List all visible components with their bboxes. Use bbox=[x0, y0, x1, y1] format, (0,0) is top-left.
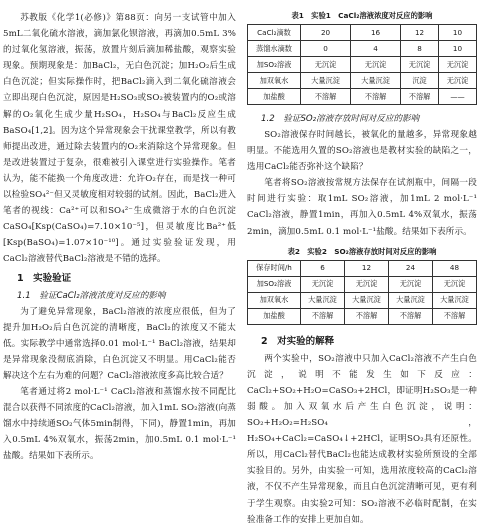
intro-paragraph: 苏教版《化学1(必修)》第88页：向另一支试管中加入5mL二氧化硫水溶液，滴加氯化钡溶液，再滴加0.5mL 3%的过氧化氢溶液，振荡，放置片刻后滴加稀盐酸，观察实验现象。预期现象是：加BaCl₂，无白色沉淀；加H₂O₂后生成白色沉淀；但实际操作时，把BaCl₂滴入到二氧化硫溶液会立即出现白色沉淀，原因是H₂SO₃或SO₂被装置内的O₂或溶解的O₂氧化生成少量H₂SO₄，H₂SO₄与BaCl₂反应生成BaSO₄[1,2]。因为这个异常现象会干扰课堂教学，所以有教师提出改进，通过除去装置内的O₂来消除这个异常现象。但是改进装置过于复杂，很难被引入课堂进行实验操作。笔者认为，能不能换一个角度改进：允许O₂存在，而是找一种可以检验SO₄²⁻但又灵敏度相对较弱的试剂。因此，BaCl₂进入笔者的视线：Ca²⁺可以和SO₄²⁻生成微溶于水的白色沉淀CaSO₄[Ksp(CaSO₄)=7.10×10⁻⁵]，但灵敏度比Ba²⁺低[Ksp(BaSO₄)=1.07×10⁻¹⁰]。通过实验验证发现，用CaCl₂溶液替代BaCl₂溶液是不错的选择。 bbox=[3, 13, 236, 265]
table-1-row-header: CaCl₂滴数 bbox=[248, 25, 301, 41]
table-1-cell: 无沉淀 bbox=[301, 57, 351, 73]
table-1-row-header: 蒸馏水滴数 bbox=[248, 41, 301, 57]
table-1-row-header: 加盐酸 bbox=[248, 89, 301, 105]
table-1-cell: 沉淀 bbox=[401, 73, 439, 89]
table-1-row bbox=[248, 89, 477, 105]
table-2-row bbox=[248, 260, 477, 276]
section-2-paragraph: 两个实验中，SO₂溶液中只加入CaCl₂溶液不产生白色沉淀，说明不能发生如下反应：CaCl₂+SO₂+H₂O=CaSO₃+2HCl，即证明H₂SO₃是一种弱酸。加入双氧水后产生白色沉淀，说明：SO₂+H₂O₂=H₂SO₄，H₂SO₄+CaCl₂=CaSO₄↓+2HCl，证明SO₂具有还原性。所以，用CaCl₂替代BaCl₂也能达成教材实验所预设的全部实验目的。另外，由实验一可知，选用浓度较高的CaCl₂溶液，不仅不产生异常现象，而且白色沉淀清晰可见，更有利于学生观察。由实验2可知：SO₂溶液不必临时配制，在实验准备工作的安排上更加自如。 bbox=[247, 353, 477, 525]
table-1-row bbox=[248, 41, 477, 57]
table-2-cell: 大量沉淀 bbox=[301, 292, 345, 308]
table-1-cell: 16 bbox=[351, 25, 401, 41]
table-2-cell: 大量沉淀 bbox=[389, 292, 433, 308]
table-2-caption: 表2 实验2 SO₂溶液存放时间对反应的影响 bbox=[287, 246, 437, 256]
table-1-cell: 不溶解 bbox=[401, 89, 439, 105]
section-1-2-paragraph-1: SO₂溶液保存时间越长，被氧化的量越多，异常现象越明显。不能选用久置的SO₂溶液也是教材实验的缺陷之一，选用CaCl₂能否弥补这个缺陷？ bbox=[247, 130, 477, 173]
table-1-cell: 4 bbox=[351, 41, 401, 57]
table-1-cell: 10 bbox=[439, 41, 477, 57]
table-1-cell: 大量沉淀 bbox=[301, 73, 351, 89]
table-2-cell: 无沉淀 bbox=[301, 276, 345, 292]
table-2-cell: 大量沉淀 bbox=[345, 292, 389, 308]
section-1-2-heading: 1.2 验证SO₂溶液存放时间对反应的影响 bbox=[261, 114, 420, 124]
table-2-row bbox=[248, 292, 477, 308]
table-2-row-header: 加盐酸 bbox=[248, 308, 301, 324]
table-1-cell: 无沉淀 bbox=[401, 57, 439, 73]
table-2-cell: 不溶解 bbox=[345, 308, 389, 324]
table-1-row bbox=[248, 57, 477, 73]
right-column bbox=[247, 10, 477, 528]
table-1-cell: 0 bbox=[301, 41, 351, 57]
table-2-row bbox=[248, 308, 477, 324]
table-1 bbox=[247, 24, 477, 105]
table-2-cell: 不溶解 bbox=[301, 308, 345, 324]
table-1-row-header: 加双氧水 bbox=[248, 73, 301, 89]
section-1-heading: 1 实验验证 bbox=[17, 272, 72, 284]
left-column bbox=[3, 10, 236, 464]
table-1-cell: 12 bbox=[401, 25, 439, 41]
table-2-cell: 48 bbox=[433, 260, 477, 276]
table-1-cell: —— bbox=[439, 89, 477, 105]
table-2-cell: 6 bbox=[301, 260, 345, 276]
table-2-cell: 无沉淀 bbox=[345, 276, 389, 292]
table-2-cell: 12 bbox=[345, 260, 389, 276]
table-1-row-header: 加SO₂溶液 bbox=[248, 57, 301, 73]
section-1-1-paragraph-2: 笔者通过将2 mol·L⁻¹ CaCl₂溶液和蒸馏水按不同配比混合以获得不同浓度的CaCl₂溶液，加入1mL SO₂溶液(向蒸馏水中持续通SO₂气体5min制得，下同)，静置1min，再加入0.5mL 4%双氧水，振荡2min，加0.5mL 0.1 mol·L⁻¹盐酸。结果如下表所示。 bbox=[3, 386, 236, 462]
table-1-cell: 20 bbox=[301, 25, 351, 41]
table-2-cell: 无沉淀 bbox=[433, 276, 477, 292]
table-2-cell: 无沉淀 bbox=[389, 276, 433, 292]
table-2-cell: 大量沉淀 bbox=[433, 292, 477, 308]
table-2-cell: 不溶解 bbox=[433, 308, 477, 324]
table-1-caption: 表1 实验1 CaCl₂溶液浓度对反应的影响 bbox=[291, 11, 433, 20]
table-2-cell: 不溶解 bbox=[389, 308, 433, 324]
section-1-1-paragraph-1: 为了避免异常现象，BaCl₂溶液的浓度应很低，但为了提升加H₂O₂后白色沉淀的清晰度，BaCl₂的浓度又不能太低。实际教学中通常选择0.01 mol·L⁻¹ BaCl₂溶液，结果却是异常现象没彻底消除，白色沉淀又不明显。用CaCl₂能否解决这个左右为难的问题？CaCl₂溶液浓度多高比较合适？ bbox=[3, 306, 236, 381]
table-2-row bbox=[248, 276, 477, 292]
table-1-cell: 不溶解 bbox=[351, 89, 401, 105]
section-2-heading: 2 对实验的解释 bbox=[261, 335, 335, 347]
table-2 bbox=[247, 260, 477, 325]
table-1-cell: 大量沉淀 bbox=[351, 73, 401, 89]
table-1-cell: 无沉淀 bbox=[439, 57, 477, 73]
table-1-cell: 无沉淀 bbox=[351, 57, 401, 73]
section-1-1-heading: 1.1 验证CaCl₂溶液浓度对反应的影响 bbox=[17, 290, 166, 301]
table-2-row-header: 加双氧水 bbox=[248, 292, 301, 308]
table-2-row-header: 加SO₂溶液 bbox=[248, 276, 301, 292]
table-2-cell: 24 bbox=[389, 260, 433, 276]
table-1-row bbox=[248, 73, 477, 89]
table-2-row-header: 保存时间/h bbox=[248, 260, 301, 276]
section-1-2-paragraph-2: 笔者将SO₂溶液按常规方法保存在试剂瓶中，间隔一段时间进行实验：取1mL SO₂溶液，加1mL 2 mol·L⁻¹ CaCl₂溶液，静置1min，再加入0.5mL 4%双氧水，振荡2min，滴加0.5mL 0.1 mol·L⁻¹盐酸。结果如下表所示。 bbox=[247, 178, 477, 237]
table-1-cell: 10 bbox=[439, 25, 477, 41]
table-1-row bbox=[248, 25, 477, 41]
table-1-cell: 8 bbox=[401, 41, 439, 57]
table-1-cell: 无沉淀 bbox=[439, 73, 477, 89]
table-1-cell: 不溶解 bbox=[301, 89, 351, 105]
